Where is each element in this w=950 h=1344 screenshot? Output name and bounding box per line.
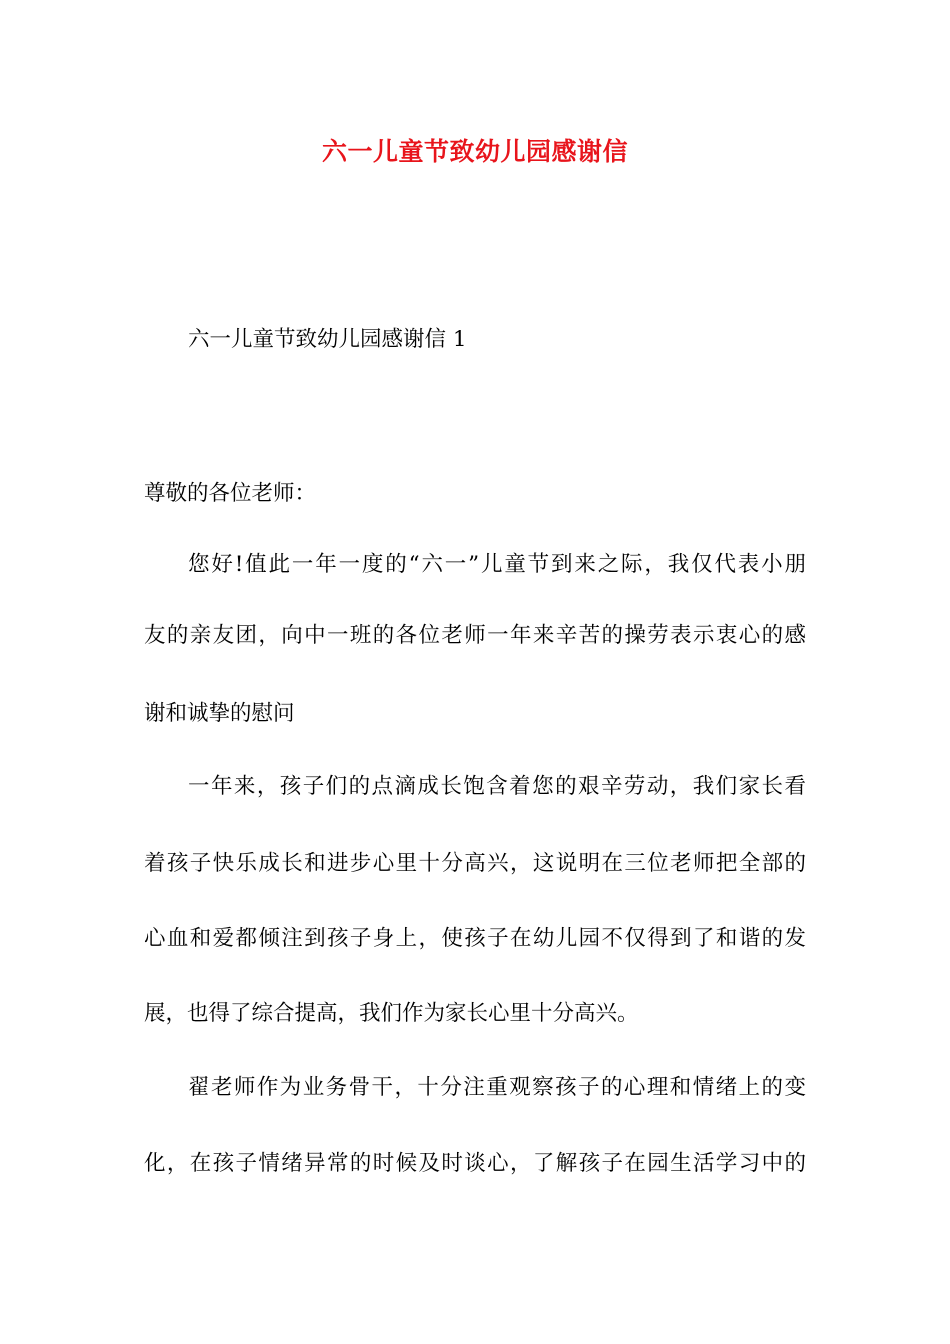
paragraph-3-line-2: 化，在孩子情绪异常的时候及时谈心，了解孩子在园生活学习中的 bbox=[144, 1151, 806, 1176]
paragraph-1-line-2: 友的亲友团，向中一班的各位老师一年来辛苦的操劳表示衷心的感 bbox=[144, 623, 806, 648]
paragraph-3-line-1: 翟老师作为业务骨干，十分注重观察孩子的心理和情绪上的变 bbox=[188, 1075, 806, 1100]
paragraph-2-line-4: 展，也得了综合提高，我们作为家长心里十分高兴。 bbox=[144, 1001, 639, 1026]
salutation: 尊敬的各位老师： bbox=[144, 481, 317, 506]
document-subtitle: 六一儿童节致幼儿园感谢信 1 bbox=[188, 327, 467, 352]
paragraph-1-line-1: 您好!值此一年一度的“六一”儿童节到来之际，我仅代表小朋 bbox=[188, 552, 806, 577]
paragraph-2-line-1: 一年来，孩子们的点滴成长饱含着您的艰辛劳动，我们家长看 bbox=[188, 774, 806, 799]
paragraph-2-line-3: 心血和爱都倾注到孩子身上，使孩子在幼儿园不仅得到了和谐的发 bbox=[144, 926, 806, 951]
document-title: 六一儿童节致幼儿园感谢信 bbox=[321, 137, 628, 166]
paragraph-2-line-2: 着孩子快乐成长和进步心里十分高兴，这说明在三位老师把全部的 bbox=[144, 851, 806, 876]
paragraph-1-line-3: 谢和诚挚的慰问 bbox=[144, 701, 295, 726]
